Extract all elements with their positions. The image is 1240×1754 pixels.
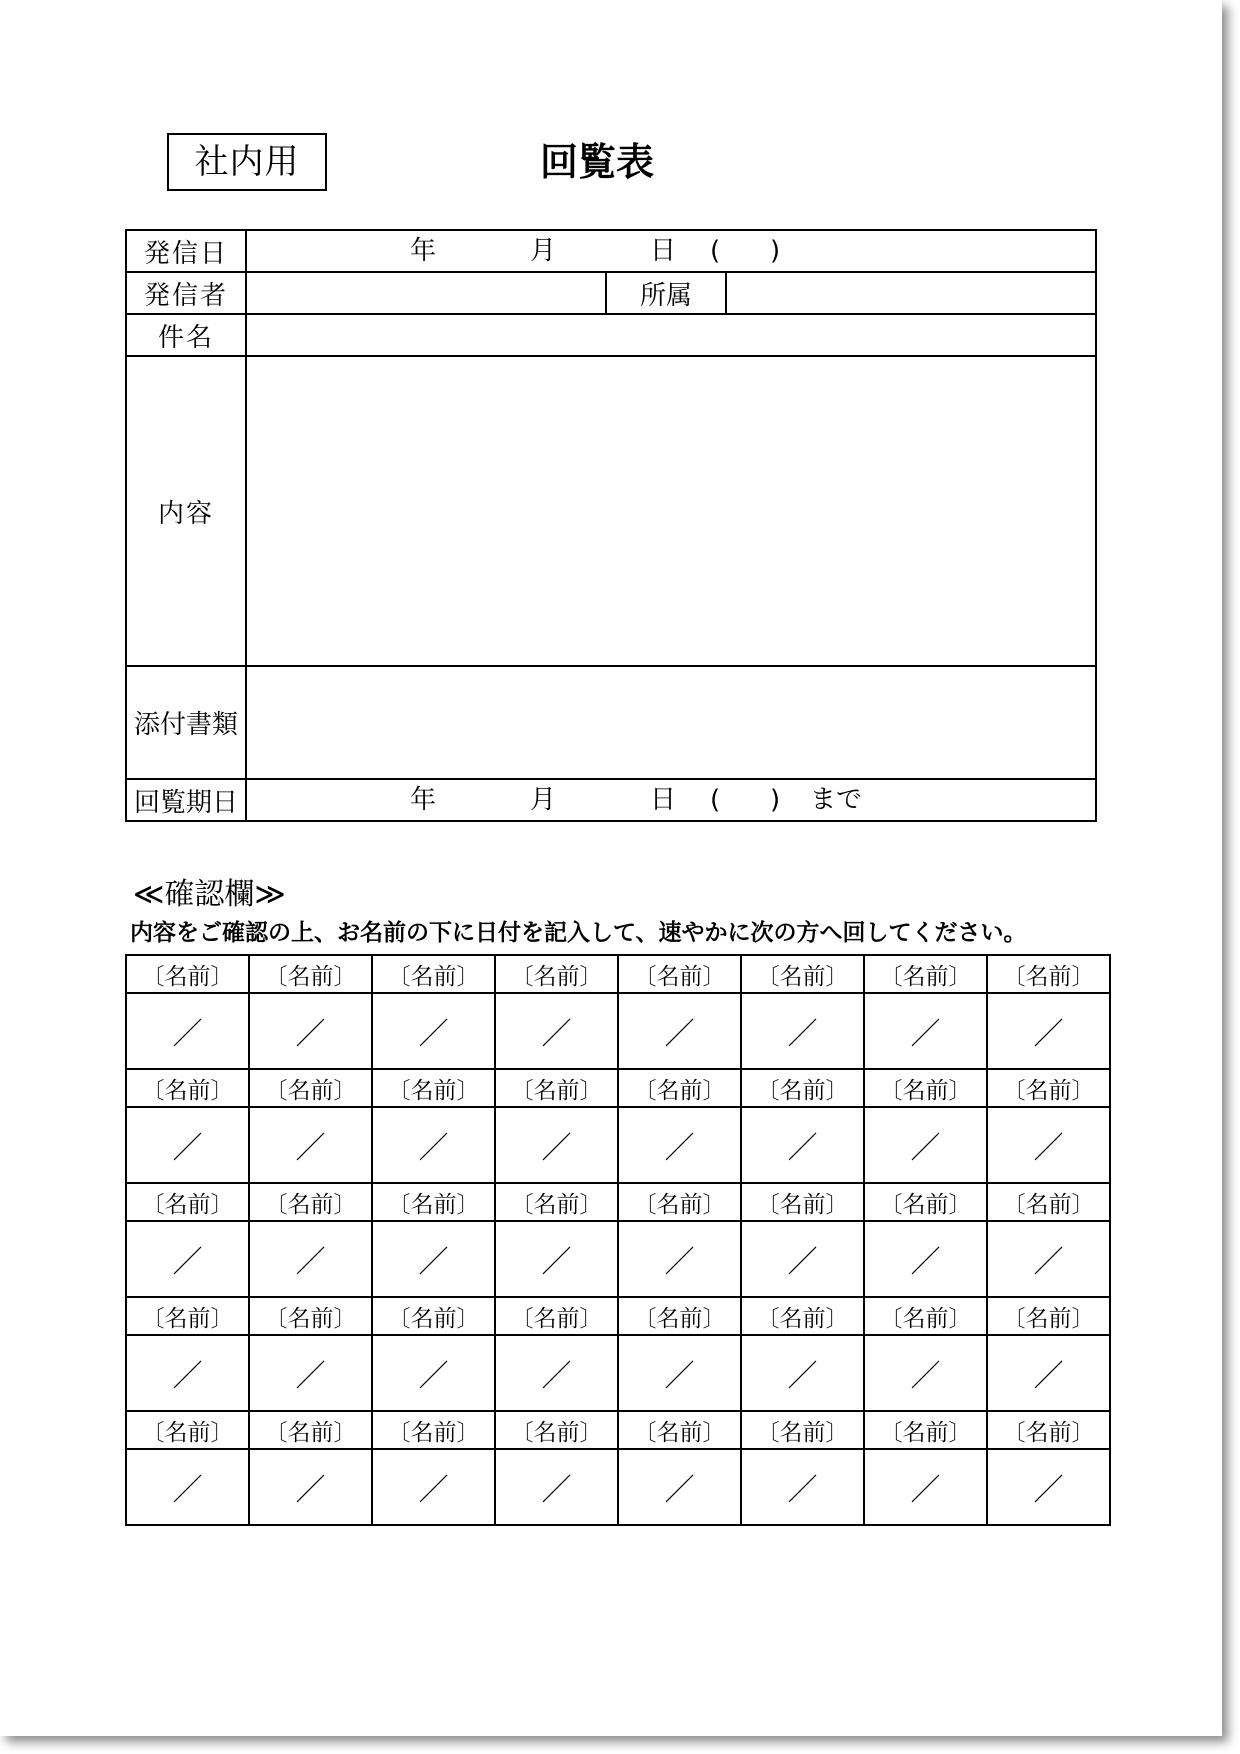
send-date-label: 発信日 [126, 230, 246, 272]
name-cell[interactable]: 〔名前〕 [987, 955, 1110, 993]
date-cell[interactable]: ／ [741, 1107, 864, 1183]
name-cell[interactable]: 〔名前〕 [987, 1297, 1110, 1335]
name-cell[interactable]: 〔名前〕 [372, 1183, 495, 1221]
name-cell[interactable]: 〔名前〕 [126, 955, 249, 993]
internal-use-badge: 社内用 [167, 133, 327, 191]
year-label: 年 [410, 785, 437, 815]
year-label: 年 [410, 236, 437, 266]
circulation-info-table [125, 229, 1097, 822]
confirmation-date-row [126, 1449, 1110, 1525]
date-cell[interactable]: ／ [126, 1449, 249, 1525]
content-field[interactable] [246, 356, 1096, 666]
date-cell[interactable]: ／ [495, 1335, 618, 1411]
day-label: 日 [650, 785, 677, 815]
name-cell[interactable]: 〔名前〕 [372, 1297, 495, 1335]
day-label: 日 [650, 236, 677, 266]
due-suffix: まで [810, 785, 863, 815]
date-cell[interactable]: ／ [495, 1221, 618, 1297]
weekday-paren-open: ( [710, 236, 721, 266]
date-cell[interactable]: ／ [249, 1335, 372, 1411]
month-label: 月 [530, 785, 557, 815]
date-cell[interactable]: ／ [987, 1449, 1110, 1525]
confirmation-name-row [126, 1411, 1110, 1449]
confirmation-name-row [126, 1297, 1110, 1335]
name-cell[interactable]: 〔名前〕 [495, 1297, 618, 1335]
confirmation-grid [125, 954, 1111, 1526]
due-date-field[interactable] [246, 779, 1096, 821]
date-cell[interactable]: ／ [249, 1221, 372, 1297]
send-date-field[interactable] [246, 230, 1096, 272]
name-cell[interactable]: 〔名前〕 [618, 1183, 741, 1221]
name-cell[interactable]: 〔名前〕 [864, 1411, 987, 1449]
month-label: 月 [530, 236, 557, 266]
due-date-label: 回覧期日 [126, 779, 246, 821]
name-cell[interactable]: 〔名前〕 [495, 955, 618, 993]
name-cell[interactable]: 〔名前〕 [618, 1069, 741, 1107]
confirmation-instruction: 内容をご確認の上、お名前の下に日付を記入して、速やかに次の方へ回してください。 [130, 920, 1027, 946]
date-cell[interactable]: ／ [987, 1107, 1110, 1183]
date-cell[interactable]: ／ [864, 1221, 987, 1297]
date-cell[interactable]: ／ [372, 993, 495, 1069]
date-cell[interactable]: ／ [618, 1335, 741, 1411]
date-cell[interactable]: ／ [618, 1221, 741, 1297]
name-cell[interactable]: 〔名前〕 [741, 955, 864, 993]
date-cell[interactable]: ／ [372, 1335, 495, 1411]
confirmation-date-row [126, 1107, 1110, 1183]
name-cell[interactable]: 〔名前〕 [987, 1183, 1110, 1221]
date-cell[interactable]: ／ [864, 1107, 987, 1183]
name-cell[interactable]: 〔名前〕 [741, 1183, 864, 1221]
date-cell[interactable]: ／ [987, 1335, 1110, 1411]
attachments-field[interactable] [246, 666, 1096, 779]
name-cell[interactable]: 〔名前〕 [372, 1411, 495, 1449]
date-cell[interactable]: ／ [249, 1449, 372, 1525]
name-cell[interactable]: 〔名前〕 [495, 1411, 618, 1449]
date-cell[interactable]: ／ [126, 1107, 249, 1183]
confirmation-date-row [126, 1335, 1110, 1411]
name-cell[interactable]: 〔名前〕 [618, 955, 741, 993]
name-cell[interactable]: 〔名前〕 [864, 955, 987, 993]
subject-field[interactable] [246, 314, 1096, 356]
date-cell[interactable]: ／ [987, 1221, 1110, 1297]
date-cell[interactable]: ／ [618, 1449, 741, 1525]
name-cell[interactable]: 〔名前〕 [249, 1183, 372, 1221]
date-cell[interactable]: ／ [372, 1449, 495, 1525]
confirmation-name-row [126, 955, 1110, 993]
affiliation-label: 所属 [606, 272, 726, 314]
name-cell[interactable]: 〔名前〕 [249, 1297, 372, 1335]
date-cell[interactable]: ／ [864, 993, 987, 1069]
name-cell[interactable]: 〔名前〕 [864, 1183, 987, 1221]
date-cell[interactable]: ／ [372, 1107, 495, 1183]
date-cell[interactable]: ／ [618, 993, 741, 1069]
weekday-paren-open: ( [710, 785, 721, 815]
name-cell[interactable]: 〔名前〕 [126, 1297, 249, 1335]
date-cell[interactable]: ／ [741, 1221, 864, 1297]
name-cell[interactable]: 〔名前〕 [741, 1297, 864, 1335]
date-cell[interactable]: ／ [741, 1449, 864, 1525]
name-cell[interactable]: 〔名前〕 [372, 1069, 495, 1107]
date-cell[interactable]: ／ [249, 1107, 372, 1183]
name-cell[interactable]: 〔名前〕 [618, 1297, 741, 1335]
date-cell[interactable]: ／ [495, 993, 618, 1069]
name-cell[interactable]: 〔名前〕 [126, 1069, 249, 1107]
weekday-paren-close: ) [770, 236, 781, 266]
name-cell[interactable]: 〔名前〕 [126, 1411, 249, 1449]
name-cell[interactable]: 〔名前〕 [126, 1183, 249, 1221]
name-cell[interactable]: 〔名前〕 [495, 1183, 618, 1221]
confirmation-name-row [126, 1183, 1110, 1221]
weekday-paren-close: ) [770, 785, 781, 815]
page-title: 回覧表 [540, 140, 655, 184]
subject-label: 件名 [126, 314, 246, 356]
name-cell[interactable]: 〔名前〕 [741, 1069, 864, 1107]
name-cell[interactable]: 〔名前〕 [249, 955, 372, 993]
date-cell[interactable]: ／ [126, 993, 249, 1069]
name-cell[interactable]: 〔名前〕 [864, 1297, 987, 1335]
date-cell[interactable]: ／ [126, 1221, 249, 1297]
sender-label: 発信者 [126, 272, 246, 314]
name-cell[interactable]: 〔名前〕 [987, 1069, 1110, 1107]
name-cell[interactable]: 〔名前〕 [618, 1411, 741, 1449]
confirmation-date-row [126, 993, 1110, 1069]
date-cell[interactable]: ／ [495, 1107, 618, 1183]
confirmation-heading: ≪確認欄≫ [133, 877, 286, 912]
name-cell[interactable]: 〔名前〕 [249, 1411, 372, 1449]
date-cell[interactable]: ／ [987, 993, 1110, 1069]
date-cell[interactable]: ／ [741, 1335, 864, 1411]
name-cell[interactable]: 〔名前〕 [249, 1069, 372, 1107]
confirmation-name-row [126, 1069, 1110, 1107]
date-cell[interactable]: ／ [126, 1335, 249, 1411]
affiliation-field[interactable] [726, 272, 1096, 314]
date-cell[interactable]: ／ [864, 1335, 987, 1411]
content-label: 内容 [126, 356, 246, 666]
confirmation-date-row [126, 1221, 1110, 1297]
sender-field[interactable] [246, 272, 606, 314]
name-cell[interactable]: 〔名前〕 [495, 1069, 618, 1107]
name-cell[interactable]: 〔名前〕 [987, 1411, 1110, 1449]
date-cell[interactable]: ／ [495, 1449, 618, 1525]
date-cell[interactable]: ／ [864, 1449, 987, 1525]
date-cell[interactable]: ／ [372, 1221, 495, 1297]
name-cell[interactable]: 〔名前〕 [372, 955, 495, 993]
name-cell[interactable]: 〔名前〕 [864, 1069, 987, 1107]
date-cell[interactable]: ／ [249, 993, 372, 1069]
attachments-label: 添付書類 [126, 666, 246, 779]
name-cell[interactable]: 〔名前〕 [741, 1411, 864, 1449]
date-cell[interactable]: ／ [618, 1107, 741, 1183]
date-cell[interactable]: ／ [741, 993, 864, 1069]
